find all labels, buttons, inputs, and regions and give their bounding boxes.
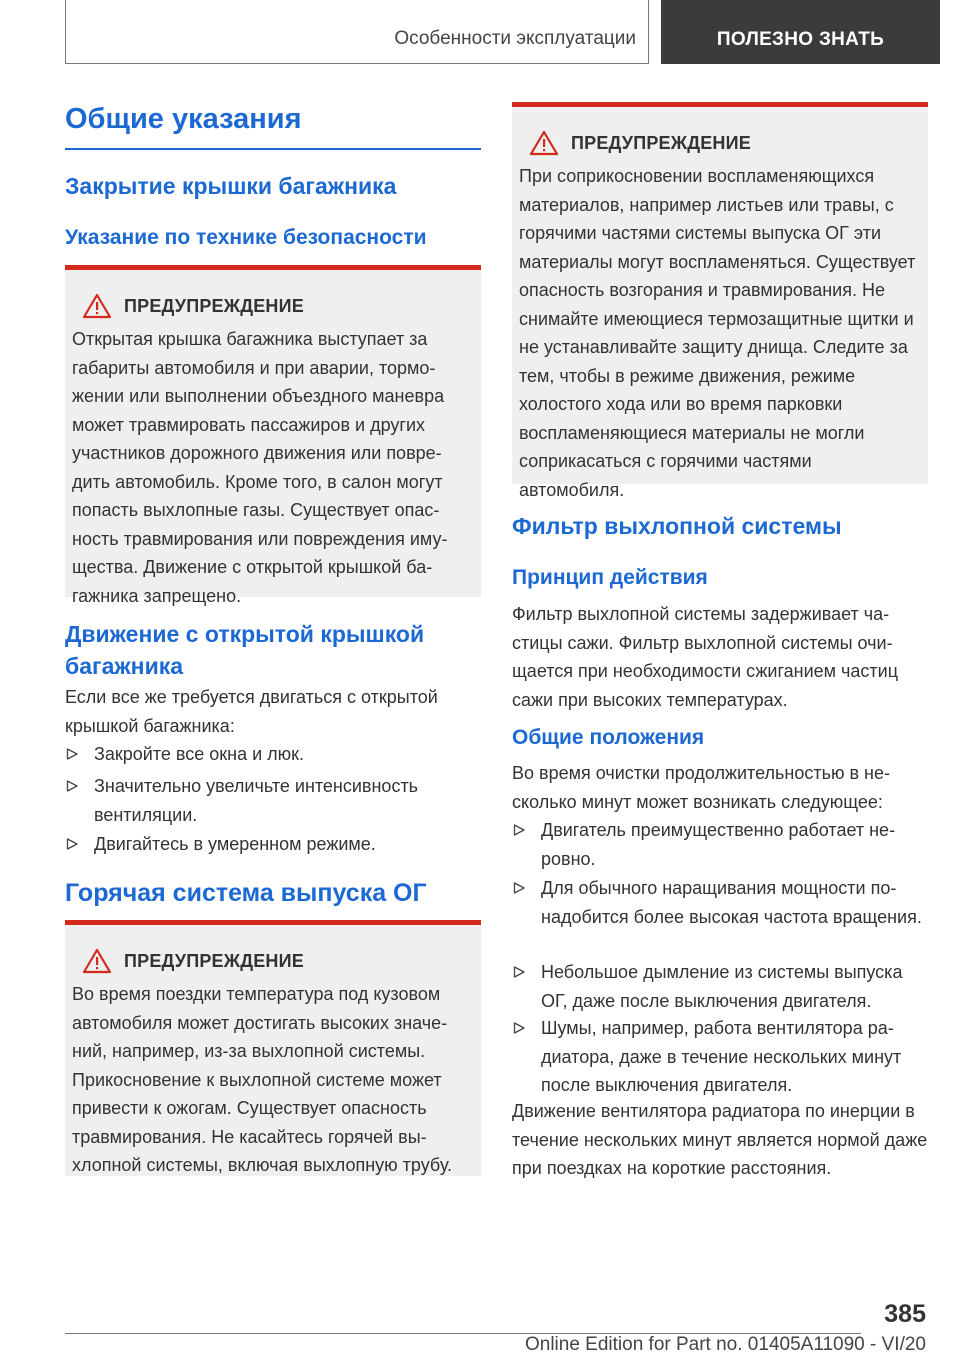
warning-title: ПРЕДУПРЕЖДЕНИЕ (571, 132, 751, 153)
list-item-text: Двигайтесь в умеренном режиме. (94, 834, 376, 854)
triangle-right-icon (512, 816, 541, 873)
paragraph-principle: Фильтр выхлопной системы задерживает частицы сажи. Фильтр выхлопной системы очищается при необходимости сжиганием частиц сажи при высоких температурах. (512, 604, 899, 710)
list-item (65, 740, 481, 769)
warning-title: ПРЕДУПРЕЖДЕНИЕ (124, 950, 304, 971)
warning-triangle-icon (82, 948, 112, 974)
triangle-right-icon (512, 874, 541, 931)
warning-triangle-icon (529, 130, 559, 156)
triangle-right-icon (65, 740, 94, 769)
triangle-right-icon (512, 958, 541, 1015)
list-item-text: Для обычного наращивания мощности понадобится более высокая частота вращения. (541, 878, 922, 927)
list-item (512, 958, 928, 1015)
heading-principle: Принцип действия (512, 566, 708, 589)
list-item-text: Закройте все окна и люк. (94, 744, 305, 764)
warning-header (72, 293, 471, 319)
list-item-text: Шумы, например, работа вентилятора радиатора, даже в течение нескольких минут после выключения двигателя. (541, 1018, 902, 1095)
heading-hot-exhaust: Горячая система выпуска ОГ (65, 879, 427, 907)
warning-header (72, 948, 471, 974)
heading-open-trunk-driving: Движение с открытой крышкой багажника (65, 621, 425, 679)
header-section-title: Особенности эксплуатации (394, 28, 636, 49)
warning-box-trunk (65, 265, 481, 606)
list-item-text: Двигатель преимущественно работает неровно. (541, 820, 896, 869)
warning-box-flammable (512, 102, 928, 500)
list-item-text: Значительно увеличьте интенсивность вентиляции. (94, 776, 419, 825)
triangle-right-icon (65, 772, 94, 829)
warning-text: При соприкосновении воспламеняющихся материалов, например листьев или травы, с горячими частями системы выпуска ОГ эти материалы могут воспламеняться. Существует опасность возгорания и травмирования. Не снимайте имеющиеся термозащитные щитки и не устанавливайте защиту днища. Следите за тем, чтобы в режиме движения, режиме холостого хода или во время парковки воспламеняющиеся материалы не могли соприкасаться с горячими частями автомобиля. (519, 166, 916, 500)
footer-edition: Online Edition for Part no. 01405A11090 - VI/20 (524, 1334, 926, 1355)
header-chapter-title: ПОЛЕЗНО ЗНАТЬ (716, 29, 885, 50)
heading-trunk-closing: Закрытие крышки багажника (65, 173, 397, 199)
header-section (65, 0, 649, 64)
heading-general: Общие положения (512, 726, 705, 749)
warning-triangle-icon (82, 293, 112, 319)
warning-text: Во время поездки температура под кузовом автомобиля может достигать высоких значений, например, из-за выхлопной системы. Прикосновение к выхлопной системе может привести к ожогам. Существует опасность травмирования. Не касайтесь горячей выхлопной системы, включая выхлопную трубу. (72, 984, 453, 1175)
page-title: Общие указания (65, 103, 302, 135)
warning-text: Открытая крышка багажника выступает за габариты автомобиля и при аварии, торможении или выполнении объездного маневра может травмировать пассажиров и других участников дорожного движения или повредить автомобиль. Кроме того, в салон могут попасть выхлопные газы. Существует опасность травмирования или повреждения имущества. Движение с открытой крышкой багажника запрещено. (72, 329, 448, 606)
list-item (512, 1014, 928, 1100)
warning-header (519, 130, 918, 156)
paragraph-closing: Движение вентилятора радиатора по инерции в течение нескольких минут является нормой даже при поездках на короткие расстояния. (512, 1101, 928, 1178)
list-item-text: Небольшое дымление из системы выпуска ОГ, даже после выключения двигателя. (541, 962, 903, 1011)
list-item (65, 830, 481, 859)
triangle-right-icon (512, 1014, 541, 1100)
list-item (512, 816, 928, 873)
paragraph-open-intro: Если все же требуется двигаться с открытой крышкой багажника: (65, 687, 438, 736)
paragraph-general-intro: Во время очистки продолжительностью в несколько минут может возникать следующее: (512, 763, 890, 812)
header-chapter[interactable] (661, 0, 940, 64)
title-rule (65, 148, 481, 150)
heading-exhaust-filter: Фильтр выхлопной системы (512, 513, 842, 539)
warning-title: ПРЕДУПРЕЖДЕНИЕ (124, 295, 304, 316)
warning-box-exhaust (65, 920, 481, 1176)
page-number: 385 (884, 1300, 926, 1328)
heading-safety-note: Указание по технике безопасности (65, 226, 427, 249)
list-item (65, 772, 481, 829)
triangle-right-icon (65, 830, 94, 859)
list-item (512, 874, 928, 931)
